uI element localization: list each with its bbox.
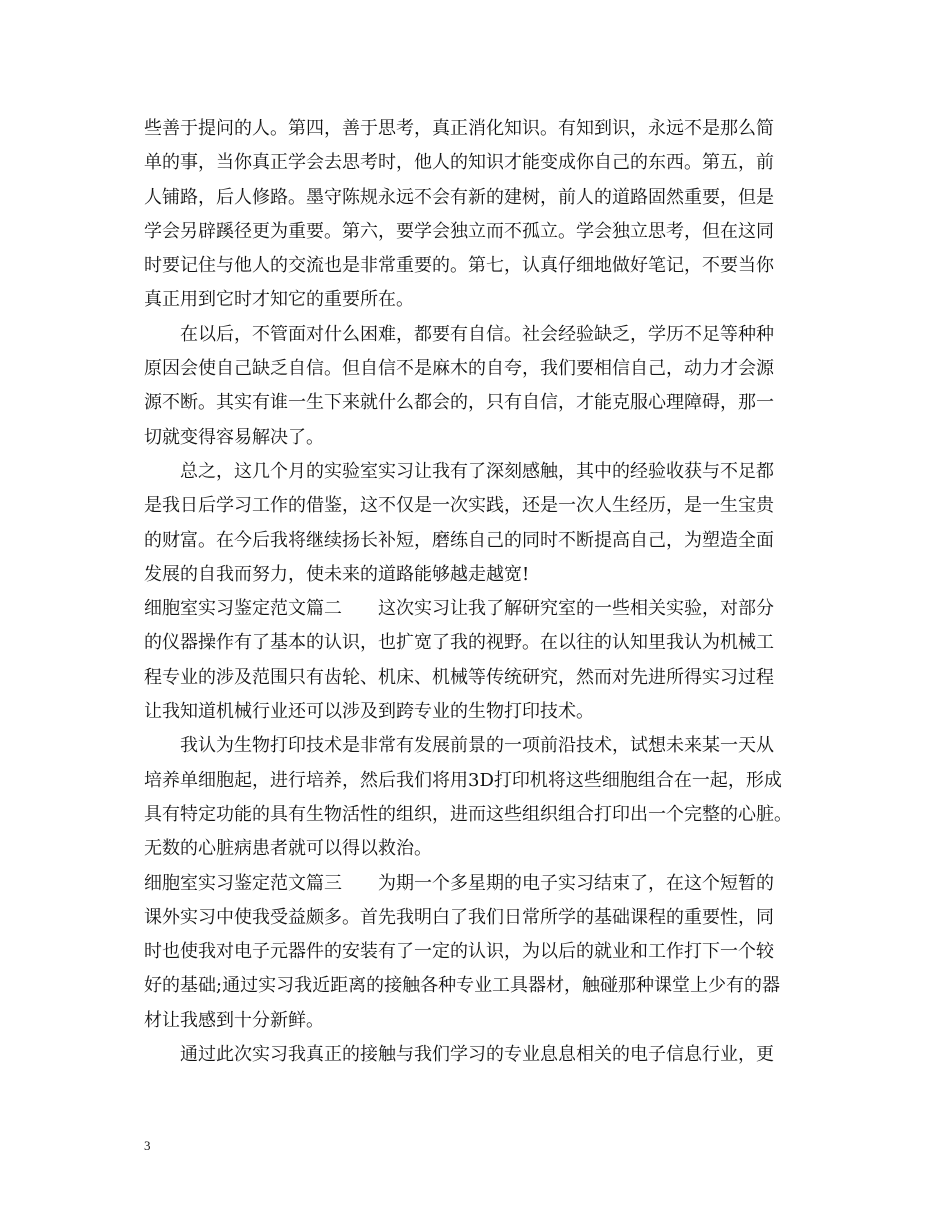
paragraph-first-line: 我认为生物打印技术是非常有发展前景的一项前沿技术，试想未来某一天从 xyxy=(180,735,774,757)
text-line: 人铺路，后人修路。墨守陈规永远不会有新的建树，前人的道路固然重要，但是 xyxy=(144,186,774,208)
text-line: 发展的自我而努力，使未来的道路能够越走越宽! xyxy=(144,563,530,585)
text-line: 培养单细胞起，进行培养，然后我们将用3D打印机将这些细胞组合在一起，形成 xyxy=(144,769,782,791)
text-line: 时要记住与他人的交流也是非常重要的。第七，认真仔细地做好笔记，不要当你 xyxy=(144,255,774,277)
section-heading-line: 细胞室实习鉴定范文篇二 这次实习让我了解研究室的一些相关实验，对部分 xyxy=(144,598,774,620)
text-line: 些善于提问的人。第四，善于思考，真正消化知识。有知到识，永远不是那么简 xyxy=(144,118,774,139)
text-line: 的仪器操作有了基本的认识，也扩宽了我的视野。在以往的认知里我认为机械工 xyxy=(144,632,774,654)
text-line: 原因会使自己缺乏自信。但自信不是麻木的自夸，我们要相信自己，动力才会源 xyxy=(144,358,774,380)
text-line: 时也使我对电子元器件的安装有了一定的认识，为以后的就业和工作打下一个较 xyxy=(144,941,774,963)
text-line: 好的基础;通过实习我近距离的接触各种专业工具器材，触碰那种课堂上少有的器 xyxy=(144,975,781,997)
paragraph-first-line: 在以后，不管面对什么困难，都要有自信。社会经验缺乏，学历不足等种种 xyxy=(180,323,774,345)
text-line: 让我知道机械行业还可以涉及到跨专业的生物打印技术。 xyxy=(144,701,594,723)
text-line: 切就变得容易解决了。 xyxy=(144,426,324,448)
text-line: 材让我感到十分新鲜。 xyxy=(144,1009,324,1031)
document-body xyxy=(144,112,812,1072)
text-line: 无数的心脏病患者就可以得以救治。 xyxy=(144,838,432,860)
section-heading-line: 细胞室实习鉴定范文篇三 为期一个多星期的电子实习结束了，在这个短暂的 xyxy=(144,872,774,894)
text-line: 单的事，当你真正学会去思考时，他人的知识才能变成你自己的东西。第五，前 xyxy=(144,152,774,174)
text-line: 的财富。在今后我将继续扬长补短，磨练自己的同时不断提高自己，为塑造全面 xyxy=(144,529,774,551)
paragraph-first-line: 总之，这几个月的实验室实习让我有了深刻感触，其中的经验收获与不足都 xyxy=(180,460,774,482)
text-line: 真正用到它时才知它的重要所在。 xyxy=(144,289,414,311)
paragraph-first-line: 通过此次实习我真正的接触与我们学习的专业息息相关的电子信息行业，更 xyxy=(180,1044,774,1066)
text-line: 课外实习中使我受益颇多。首先我明白了我们日常所学的基础课程的重要性，同 xyxy=(144,906,774,928)
text-line: 是我日后学习工作的借鉴，这不仅是一次实践，还是一次人生经历，是一生宝贵 xyxy=(144,495,774,517)
text-line: 源不断。其实有谁一生下来就什么都会的，只有自信，才能克服心理障碍，那一 xyxy=(144,392,774,414)
text-line: 程专业的涉及范围只有齿轮、机床、机械等传统研究，然而对先进所得实习过程 xyxy=(144,666,774,688)
page-number: 3 xyxy=(144,1138,151,1153)
text-line: 学会另辟蹊径更为重要。第六，要学会独立而不孤立。学会独立思考，但在这同 xyxy=(144,220,774,242)
text-line: 具有特定功能的具有生物活性的组织，进而这些组织组合打印出一个完整的心脏。 xyxy=(144,803,792,825)
